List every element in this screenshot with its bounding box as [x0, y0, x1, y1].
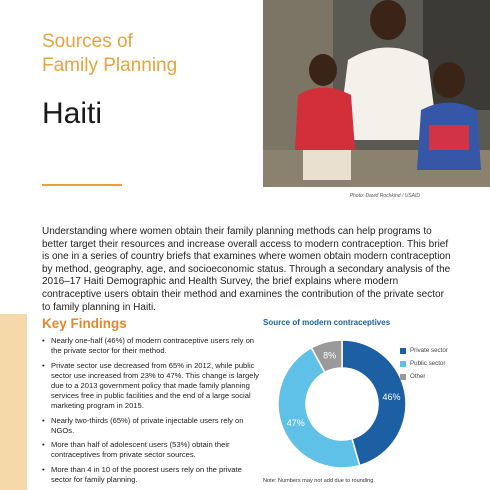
chart-legend	[400, 344, 448, 383]
key-finding-item: • Nearly one-half (46%) of modern contraceptive users rely on the private sector for their method.	[51, 336, 261, 356]
photo-credit: Photo: David Rochkind / USAID	[349, 193, 420, 199]
legend-label-private: Private sector	[410, 347, 448, 354]
donut-label-private: 46%	[382, 392, 401, 403]
legend-swatch-other	[400, 374, 406, 380]
series-title-line-1: Sources of	[42, 31, 133, 52]
series-title-line-2: Family Planning	[42, 55, 178, 76]
donut-label-public: 47%	[286, 417, 305, 428]
cover-photo	[263, 0, 490, 187]
series-title	[42, 30, 252, 78]
legend-label-other: Other	[410, 373, 426, 380]
decorative-side-band	[0, 314, 27, 490]
legend-item-other	[400, 370, 448, 383]
chart-title: Source of modern contraceptives	[263, 318, 391, 327]
key-findings-heading: Key Findings	[42, 316, 127, 331]
legend-item-public	[400, 357, 448, 370]
cover-photo-illustration	[263, 0, 490, 187]
legend-swatch-private	[400, 348, 406, 354]
donut-label-other: 8%	[323, 350, 337, 361]
key-findings-list	[42, 336, 261, 490]
legend-swatch-public	[400, 361, 406, 367]
country-title: Haiti	[42, 97, 103, 130]
key-finding-item: • Private sector use decreased from 65% in 2012, while public sector use increased from 23% to 47%. This change is largely due to a 2013 government policy that made family planning services free in public facilities and the end of a large social marketing program in 2015.	[51, 361, 261, 411]
legend-item-private	[400, 344, 448, 357]
intro-paragraph: Understanding where women obtain their family planning methods can help programs to better target their resources and increase overall access to modern contraception. This brief is one in a series of country briefs that examines where women obtain modern contraception by method, geography, age, and socioeconomic status. Through a secondary analysis of the 2016–17 Haiti Demographic and Health Survey, the brief explains where modern contraceptive users obtain their method and examines the contribution of the private sector to family planning in Haiti.	[42, 226, 451, 313]
key-finding-item: • More than half of adolescent users (53%) obtain their contraceptives from private sector sources.	[51, 440, 261, 460]
key-finding-item: • Nearly two-thirds (65%) of private injectable users rely on NGOs.	[51, 416, 261, 436]
key-finding-item: • More than 4 in 10 of the poorest users rely on the private sector for family planning.	[51, 465, 261, 485]
donut-chart	[262, 336, 490, 478]
legend-label-public: Public sector	[410, 360, 446, 367]
chart-note: Note: Numbers may not add due to rounding.	[263, 478, 375, 484]
title-divider	[42, 184, 122, 186]
